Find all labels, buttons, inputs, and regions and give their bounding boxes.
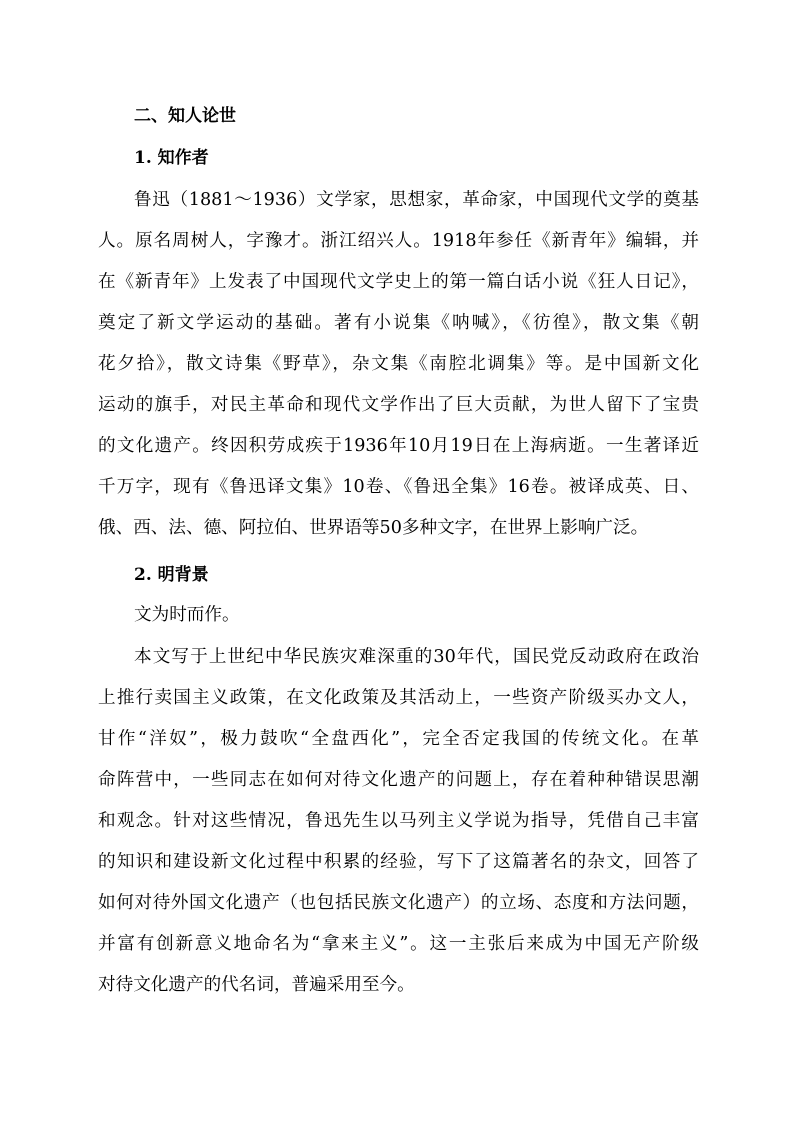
know-author-heading: 1. 知作者 xyxy=(134,148,209,168)
background-paragraph-line: 甘作“洋奴”，极力鼓吹“全盘西化”，完全否定我国的传统文化。在革 xyxy=(98,729,699,749)
background-paragraph-line: 和观念。针对这些情况，鲁迅先生以马列主义学说为指导，凭借自己丰富 xyxy=(98,811,699,831)
author-paragraph-line: 花夕拾》，散文诗集《野草》，杂文集《南腔北调集》等。是中国新文化 xyxy=(98,354,699,374)
author-paragraph-line: 俄、西、法、德、阿拉伯、世界语等50多种文字，在世界上影响广泛。 xyxy=(98,518,649,538)
author-paragraph-line: 在《新青年》上发表了中国现代文学史上的第一篇白话小说《狂人日记》， xyxy=(98,272,699,292)
section-title: 二、知人论世 xyxy=(134,106,236,126)
author-paragraph-line: 千万字，现有《鲁迅译文集》10卷、《鲁迅全集》16卷。被译成英、日、 xyxy=(98,477,699,497)
author-paragraph-line: 的文化遗产。终因积劳成疾于1936年10月19日在上海病逝。一生著译近 xyxy=(98,436,699,456)
background-paragraph-line: 并富有创新意义地命名为“拿来主义”。这一主张后来成为中国无产阶级 xyxy=(98,934,699,954)
background-paragraph-line: 命阵营中，一些同志在如何对待文化遗产的问题上，存在着种种错误思潮 xyxy=(98,770,699,790)
background-paragraph-line: 上推行卖国主义政策，在文化政策及其活动上，一些资产阶级买办文人， xyxy=(98,688,699,708)
background-paragraph-line: 如何对待外国文化遗产（也包括民族文化遗产）的立场、态度和方法问题， xyxy=(98,893,699,913)
author-paragraph-line: 人。原名周树人，字豫才。浙江绍兴人。1918年参任《新青年》编辑，并 xyxy=(98,231,699,251)
background-intro: 文为时而作。 xyxy=(134,605,240,625)
author-paragraph-line: 奠定了新文学运动的基础。著有小说集《呐喊》，《彷徨》，散文集《朝 xyxy=(98,313,699,333)
background-paragraph-line: 本文写于上世纪中华民族灾难深重的30年代，国民党反动政府在政治 xyxy=(134,647,699,667)
background-paragraph-line: 对待文化遗产的代名词，普遍采用至今。 xyxy=(98,975,415,995)
author-paragraph-line: 运动的旗手，对民主革命和现代文学作出了巨大贡献，为世人留下了宝贵 xyxy=(98,395,699,415)
author-paragraph-line: 鲁迅（1881～1936）文学家，思想家，革命家，中国现代文学的奠基 xyxy=(134,190,699,210)
background-heading: 2. 明背景 xyxy=(134,565,209,585)
background-paragraph-line: 的知识和建设新文化过程中积累的经验，写下了这篇著名的杂文，回答了 xyxy=(98,852,699,872)
